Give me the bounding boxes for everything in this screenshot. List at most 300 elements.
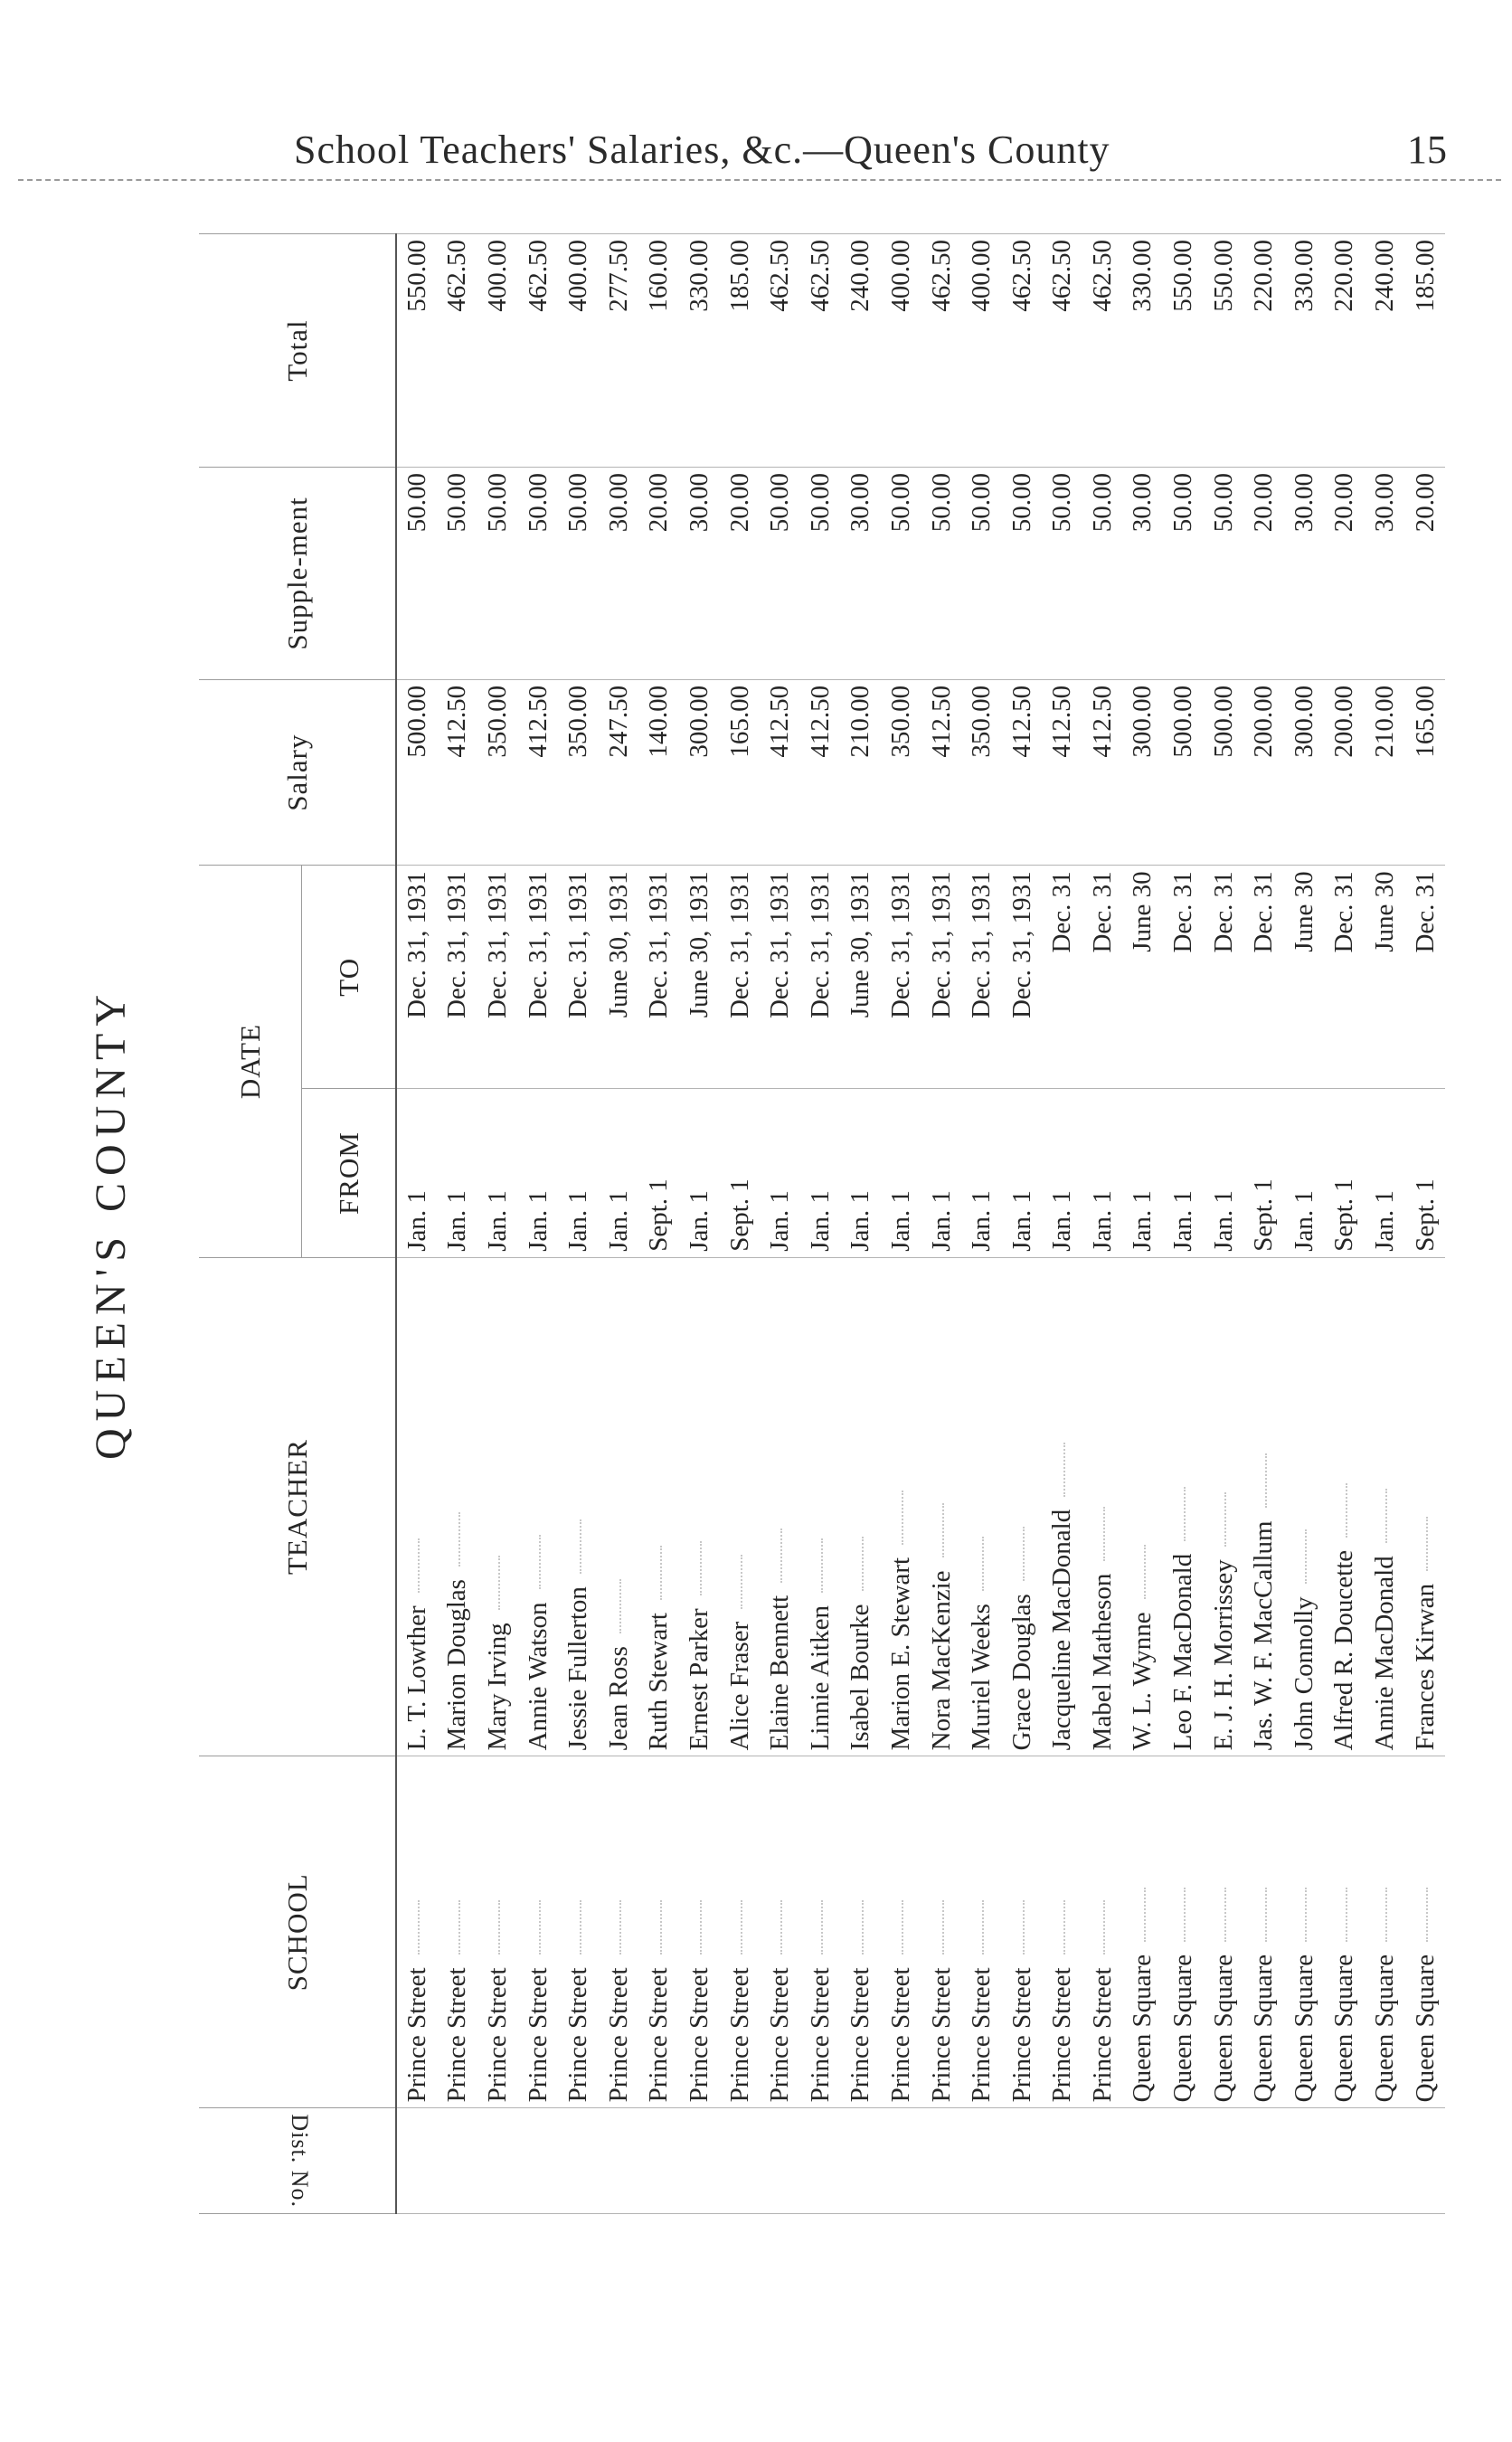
total-cell-text: 550.00 xyxy=(402,240,431,312)
table-row xyxy=(639,234,680,2214)
to-date-cell-text: Dec. 31, 1931 xyxy=(644,871,674,1019)
salary-cell xyxy=(881,679,921,865)
school-header: SCHOOL xyxy=(199,1756,395,2108)
supplement-cell-text: 20.00 xyxy=(644,473,674,533)
dist-cell xyxy=(1204,2108,1244,2214)
leader-dots xyxy=(700,1900,702,1955)
from-date-cell xyxy=(438,1089,478,1258)
from-date-cell-text: Sept. 1 xyxy=(1410,1178,1440,1252)
supplement-header: Supple-ment xyxy=(199,468,395,680)
to-date-cell xyxy=(760,866,800,1089)
total-cell xyxy=(1123,234,1164,468)
salary-cell-text: 500.00 xyxy=(1208,685,1238,758)
header-row xyxy=(199,234,302,2214)
from-date-cell xyxy=(396,1089,438,1258)
supplement-cell-text: 30.00 xyxy=(684,473,713,533)
teacher-cell-text: Linnie Aitken xyxy=(805,1605,835,1751)
salary-header: Salary xyxy=(199,679,395,865)
leader-dots xyxy=(780,1529,782,1583)
supplement-cell-text: 50.00 xyxy=(402,473,431,533)
salary-cell xyxy=(760,679,800,865)
from-date-cell-text: Jan. 1 xyxy=(523,1190,553,1252)
teacher-cell-text: Frances Kirwan xyxy=(1410,1583,1440,1751)
to-date-cell xyxy=(477,866,518,1089)
salary-cell xyxy=(1204,679,1244,865)
header-rule xyxy=(18,179,1501,181)
total-cell xyxy=(477,234,518,468)
total-cell-text: 550.00 xyxy=(1168,240,1198,312)
school-cell xyxy=(1002,1756,1043,2108)
total-cell xyxy=(639,234,680,468)
teacher-cell-text: Alfred R. Doucette xyxy=(1329,1549,1359,1751)
dist-cell xyxy=(841,2108,882,2214)
to-date-cell-text: Dec. 31, 1931 xyxy=(563,871,593,1019)
total-cell-text: 220.00 xyxy=(1329,240,1359,312)
salary-cell-text: 210.00 xyxy=(846,685,875,758)
dist-cell xyxy=(921,2108,962,2214)
supplement-cell-text: 30.00 xyxy=(1370,473,1400,533)
from-date-cell-text: Sept. 1 xyxy=(724,1178,754,1252)
leader-dots xyxy=(862,1900,864,1955)
teacher-cell-text: Mabel Matheson xyxy=(1087,1573,1117,1751)
supplement-cell-text: 20.00 xyxy=(1249,473,1279,533)
supplement-cell-text: 50.00 xyxy=(805,473,835,533)
teacher-cell-text: John Connolly xyxy=(1289,1596,1318,1751)
school-cell-text: Prince Street xyxy=(523,1967,553,2103)
from-date-cell-text: Jan. 1 xyxy=(1128,1190,1158,1252)
teacher-cell xyxy=(599,1257,639,1756)
leader-dots xyxy=(1265,1888,1267,1942)
leader-dots xyxy=(1426,1888,1428,1942)
total-cell-text: 462.50 xyxy=(765,240,795,312)
to-date-cell-text: June 30, 1931 xyxy=(603,871,633,1018)
salary-cell xyxy=(599,679,639,865)
school-cell-text: Queen Square xyxy=(1128,1954,1158,2103)
teacher-cell xyxy=(961,1257,1002,1756)
from-date-cell xyxy=(1082,1089,1123,1258)
from-date-cell-text: Jan. 1 xyxy=(1289,1190,1318,1252)
table-row xyxy=(679,234,720,2214)
salary-table xyxy=(199,233,1445,2214)
dist-cell xyxy=(1123,2108,1164,2214)
to-date-cell xyxy=(1365,866,1405,1089)
salary-cell xyxy=(1284,679,1325,865)
from-date-cell xyxy=(841,1089,882,1258)
teacher-cell-text: Alice Fraser xyxy=(724,1621,754,1751)
table-row xyxy=(1043,234,1083,2214)
from-date-cell-text: Jan. 1 xyxy=(1168,1190,1198,1252)
from-date-cell-text: Jan. 1 xyxy=(765,1190,795,1252)
total-cell-text: 400.00 xyxy=(482,240,512,312)
supplement-cell-text: 50.00 xyxy=(1168,473,1198,533)
from-date-cell-text: Jan. 1 xyxy=(1208,1190,1238,1252)
table-row xyxy=(396,234,438,2214)
supplement-cell-text: 50.00 xyxy=(885,473,915,533)
salary-cell xyxy=(679,679,720,865)
supplement-cell-text: 20.00 xyxy=(1329,473,1359,533)
from-date-cell-text: Jan. 1 xyxy=(482,1190,512,1252)
table-row xyxy=(1325,234,1366,2214)
total-cell xyxy=(1365,234,1405,468)
total-cell xyxy=(558,234,599,468)
from-date-cell xyxy=(1405,1089,1446,1258)
school-cell xyxy=(1082,1756,1123,2108)
salary-cell xyxy=(558,679,599,865)
dist-cell xyxy=(1365,2108,1405,2214)
salary-cell-text: 500.00 xyxy=(402,685,431,758)
table-row xyxy=(881,234,921,2214)
leader-dots xyxy=(942,1900,944,1955)
dist-cell xyxy=(800,2108,841,2214)
to-date-cell-text: Dec. 31 xyxy=(1208,871,1238,953)
to-date-cell-text: Dec. 31 xyxy=(1249,871,1279,953)
supplement-cell-text: 50.00 xyxy=(1047,473,1077,533)
supplement-cell-text: 20.00 xyxy=(1410,473,1440,533)
supplement-cell-text: 20.00 xyxy=(724,473,754,533)
leader-dots xyxy=(660,1546,662,1600)
supplement-cell-text: 30.00 xyxy=(846,473,875,533)
teacher-cell-text: E. J. H. Morrissey xyxy=(1208,1559,1238,1751)
date-header: DATE xyxy=(199,866,302,1257)
from-date-cell xyxy=(599,1089,639,1258)
school-cell-text: Prince Street xyxy=(1047,1967,1077,2103)
total-cell-text: 220.00 xyxy=(1249,240,1279,312)
total-cell-text: 160.00 xyxy=(644,240,674,312)
total-cell xyxy=(841,234,882,468)
school-cell xyxy=(679,1756,720,2108)
dist-cell xyxy=(639,2108,680,2214)
school-cell-text: Prince Street xyxy=(724,1967,754,2103)
leader-dots xyxy=(1346,1483,1347,1538)
from-date-cell xyxy=(518,1089,559,1258)
supplement-cell-text: 50.00 xyxy=(1087,473,1117,533)
school-cell xyxy=(599,1756,639,2108)
total-cell xyxy=(1163,234,1204,468)
supplement-cell-text: 50.00 xyxy=(563,473,593,533)
total-cell xyxy=(1043,234,1083,468)
supplement-cell-text: 50.00 xyxy=(926,473,956,533)
salary-cell-text: 247.50 xyxy=(603,685,633,758)
from-date-cell xyxy=(720,1089,761,1258)
to-date-cell xyxy=(1002,866,1043,1089)
school-cell xyxy=(1163,1756,1204,2108)
total-cell-text: 330.00 xyxy=(684,240,713,312)
school-cell-text: Prince Street xyxy=(442,1967,472,2103)
school-cell xyxy=(1365,1756,1405,2108)
dist-cell xyxy=(1284,2108,1325,2214)
teacher-cell-text: Jessie Fullerton xyxy=(563,1586,593,1751)
to-date-cell-text: June 30, 1931 xyxy=(846,871,875,1018)
school-cell-text: Prince Street xyxy=(1006,1967,1036,2103)
dist-cell xyxy=(1002,2108,1043,2214)
school-cell-text: Prince Street xyxy=(644,1967,674,2103)
table-row xyxy=(1204,234,1244,2214)
salary-cell xyxy=(841,679,882,865)
supplement-cell xyxy=(1204,468,1244,680)
leader-dots xyxy=(821,1900,823,1955)
school-cell xyxy=(1204,1756,1244,2108)
supplement-cell-text: 30.00 xyxy=(603,473,633,533)
teacher-cell xyxy=(760,1257,800,1756)
salary-cell xyxy=(477,679,518,865)
supplement-cell xyxy=(438,468,478,680)
supplement-cell-text: 50.00 xyxy=(442,473,472,533)
teacher-cell xyxy=(639,1257,680,1756)
table-row xyxy=(961,234,1002,2214)
to-date-cell xyxy=(921,866,962,1089)
teacher-cell-text: Leo F. MacDonald xyxy=(1168,1553,1198,1751)
table-body xyxy=(396,234,1445,2214)
supplement-cell-text: 30.00 xyxy=(1128,473,1158,533)
salary-cell xyxy=(1405,679,1446,865)
school-cell-text: Queen Square xyxy=(1329,1954,1359,2103)
table-row xyxy=(1082,234,1123,2214)
salary-cell-text: 412.50 xyxy=(765,685,795,758)
salary-cell-text: 200.00 xyxy=(1249,685,1279,758)
school-cell-text: Prince Street xyxy=(402,1967,431,2103)
leader-dots xyxy=(498,1900,500,1955)
school-cell-text: Queen Square xyxy=(1370,1954,1400,2103)
school-cell xyxy=(558,1756,599,2108)
dist-cell xyxy=(679,2108,720,2214)
dist-cell xyxy=(1082,2108,1123,2214)
leader-dots xyxy=(539,1900,541,1955)
leader-dots xyxy=(1305,1888,1307,1942)
supplement-cell xyxy=(841,468,882,680)
teacher-cell-text: Jean Ross xyxy=(603,1646,633,1751)
school-cell-text: Prince Street xyxy=(563,1967,593,2103)
leader-dots xyxy=(982,1900,984,1955)
to-date-cell-text: Dec. 31, 1931 xyxy=(402,871,431,1019)
supplement-cell xyxy=(1243,468,1284,680)
total-cell-text: 462.50 xyxy=(1047,240,1077,312)
teacher-cell xyxy=(1082,1257,1123,1756)
teacher-cell-text: Mary Irving xyxy=(482,1623,512,1751)
from-date-cell-text: Jan. 1 xyxy=(1087,1190,1117,1252)
salary-cell-text: 350.00 xyxy=(482,685,512,758)
to-date-cell xyxy=(438,866,478,1089)
salary-cell-text: 300.00 xyxy=(1128,685,1158,758)
salary-cell-text: 350.00 xyxy=(885,685,915,758)
from-date-cell-text: Jan. 1 xyxy=(805,1190,835,1252)
table-row xyxy=(760,234,800,2214)
teacher-cell xyxy=(881,1257,921,1756)
salary-cell-text: 412.50 xyxy=(1047,685,1077,758)
to-date-cell xyxy=(1284,866,1325,1089)
from-date-cell xyxy=(1243,1089,1284,1258)
to-date-cell xyxy=(1243,866,1284,1089)
total-cell xyxy=(1284,234,1325,468)
salary-cell xyxy=(396,679,438,865)
teacher-cell-text: Ruth Stewart xyxy=(644,1613,674,1751)
leader-dots xyxy=(1063,1443,1065,1497)
supplement-cell xyxy=(599,468,639,680)
leader-dots xyxy=(1063,1900,1065,1955)
from-date-cell xyxy=(1043,1089,1083,1258)
to-date-cell xyxy=(639,866,680,1089)
school-cell-text: Queen Square xyxy=(1168,1954,1198,2103)
dist-cell xyxy=(477,2108,518,2214)
rotated-table-region xyxy=(86,233,1440,2214)
dist-cell xyxy=(881,2108,921,2214)
teacher-cell-text: Muriel Weeks xyxy=(967,1604,997,1751)
salary-cell xyxy=(438,679,478,865)
leader-dots xyxy=(741,1555,742,1609)
table-row xyxy=(720,234,761,2214)
to-date-cell-text: Dec. 31, 1931 xyxy=(482,871,512,1019)
supplement-cell-text: 50.00 xyxy=(967,473,997,533)
leader-dots xyxy=(580,1900,581,1955)
to-date-cell-text: Dec. 31 xyxy=(1087,871,1117,953)
total-cell-text: 185.00 xyxy=(1410,240,1440,312)
salary-cell xyxy=(1163,679,1204,865)
to-date-cell-text: Dec. 31, 1931 xyxy=(442,871,472,1019)
school-cell xyxy=(639,1756,680,2108)
supplement-cell xyxy=(1002,468,1043,680)
salary-cell-text: 300.00 xyxy=(684,685,713,758)
salary-cell xyxy=(1243,679,1284,865)
table-row xyxy=(921,234,962,2214)
total-cell xyxy=(760,234,800,468)
to-date-cell xyxy=(558,866,599,1089)
leader-dots xyxy=(1224,1888,1226,1942)
from-date-cell xyxy=(558,1089,599,1258)
teacher-cell xyxy=(921,1257,962,1756)
from-date-cell-text: Jan. 1 xyxy=(442,1190,472,1252)
to-date-cell-text: Dec. 31, 1931 xyxy=(523,871,553,1019)
to-date-cell-text: Dec. 31, 1931 xyxy=(724,871,754,1019)
total-cell xyxy=(961,234,1002,468)
supplement-cell xyxy=(477,468,518,680)
from-date-cell-text: Jan. 1 xyxy=(1370,1190,1400,1252)
from-date-cell xyxy=(1204,1089,1244,1258)
salary-cell xyxy=(720,679,761,865)
table-row xyxy=(1163,234,1204,2214)
salary-cell-text: 412.50 xyxy=(442,685,472,758)
teacher-cell xyxy=(800,1257,841,1756)
supplement-cell xyxy=(639,468,680,680)
supplement-cell xyxy=(961,468,1002,680)
table-row xyxy=(1243,234,1284,2214)
school-cell xyxy=(1405,1756,1446,2108)
school-cell-text: Prince Street xyxy=(967,1967,997,2103)
from-date-cell-text: Jan. 1 xyxy=(684,1190,713,1252)
leader-dots xyxy=(1144,1545,1146,1599)
school-cell-text: Prince Street xyxy=(846,1967,875,2103)
to-date-cell xyxy=(679,866,720,1089)
teacher-cell xyxy=(1002,1257,1043,1756)
total-cell-text: 240.00 xyxy=(1370,240,1400,312)
salary-cell xyxy=(1002,679,1043,865)
to-date-cell xyxy=(1123,866,1164,1089)
total-cell-text: 400.00 xyxy=(967,240,997,312)
supplement-cell xyxy=(760,468,800,680)
to-date-cell xyxy=(1163,866,1204,1089)
to-date-cell-text: June 30 xyxy=(1128,871,1158,952)
supplement-cell xyxy=(1284,468,1325,680)
leader-dots xyxy=(821,1538,823,1593)
school-cell-text: Prince Street xyxy=(805,1967,835,2103)
dist-cell xyxy=(1243,2108,1284,2214)
to-date-cell-text: Dec. 31 xyxy=(1410,871,1440,953)
from-date-cell xyxy=(1284,1089,1325,1258)
from-date-cell-text: Sept. 1 xyxy=(644,1178,674,1252)
leader-dots xyxy=(418,1900,420,1955)
teacher-cell-text: Marion E. Stewart xyxy=(885,1557,915,1751)
school-cell xyxy=(841,1756,882,2108)
table-row xyxy=(558,234,599,2214)
supplement-cell xyxy=(558,468,599,680)
total-cell xyxy=(921,234,962,468)
table-row xyxy=(1002,234,1043,2214)
to-date-cell xyxy=(1082,866,1123,1089)
salary-cell-text: 300.00 xyxy=(1289,685,1318,758)
school-cell-text: Prince Street xyxy=(603,1967,633,2103)
from-date-cell-text: Jan. 1 xyxy=(563,1190,593,1252)
supplement-cell xyxy=(720,468,761,680)
salary-cell xyxy=(961,679,1002,865)
salary-cell-text: 165.00 xyxy=(724,685,754,758)
leader-dots xyxy=(902,1900,903,1955)
table-row xyxy=(800,234,841,2214)
school-cell xyxy=(518,1756,559,2108)
leader-dots xyxy=(1103,1507,1105,1561)
school-cell-text: Prince Street xyxy=(482,1967,512,2103)
leader-dots xyxy=(1023,1527,1025,1581)
total-cell-text: 462.50 xyxy=(1006,240,1036,312)
total-cell-text: 185.00 xyxy=(724,240,754,312)
salary-cell-text: 500.00 xyxy=(1168,685,1198,758)
from-date-cell-text: Jan. 1 xyxy=(1047,1190,1077,1252)
from-date-cell xyxy=(1325,1089,1366,1258)
table-row xyxy=(1284,234,1325,2214)
dist-cell xyxy=(961,2108,1002,2214)
total-cell xyxy=(438,234,478,468)
supplement-cell xyxy=(518,468,559,680)
total-cell-text: 330.00 xyxy=(1128,240,1158,312)
teacher-cell xyxy=(1123,1257,1164,1756)
school-cell xyxy=(921,1756,962,2108)
page-number: 15 xyxy=(1407,128,1447,172)
dist-cell xyxy=(1405,2108,1446,2214)
salary-cell xyxy=(1123,679,1164,865)
leader-dots xyxy=(780,1900,782,1955)
leader-dots xyxy=(1103,1900,1105,1955)
salary-cell xyxy=(518,679,559,865)
teacher-cell-text: Nora MacKenzie xyxy=(926,1570,956,1751)
salary-cell-text: 165.00 xyxy=(1410,685,1440,758)
teacher-cell xyxy=(1163,1257,1204,1756)
from-date-cell-text: Jan. 1 xyxy=(846,1190,875,1252)
total-cell xyxy=(518,234,559,468)
salary-cell xyxy=(1365,679,1405,865)
teacher-cell xyxy=(1043,1257,1083,1756)
leader-dots xyxy=(1184,1487,1186,1541)
leader-dots xyxy=(1265,1453,1267,1508)
leader-dots xyxy=(619,1900,621,1955)
leader-dots xyxy=(1385,1489,1387,1543)
leader-dots xyxy=(1426,1517,1428,1571)
from-date-cell-text: Sept. 1 xyxy=(1329,1178,1359,1252)
leader-dots xyxy=(1346,1888,1347,1942)
total-cell xyxy=(396,234,438,468)
leader-dots xyxy=(902,1491,903,1545)
to-date-cell-text: Dec. 31, 1931 xyxy=(885,871,915,1019)
teacher-cell-text: Jas. W. F. MacCallum xyxy=(1249,1520,1279,1751)
supplement-cell xyxy=(1082,468,1123,680)
leader-dots xyxy=(1224,1492,1226,1547)
dist-cell xyxy=(396,2108,438,2214)
